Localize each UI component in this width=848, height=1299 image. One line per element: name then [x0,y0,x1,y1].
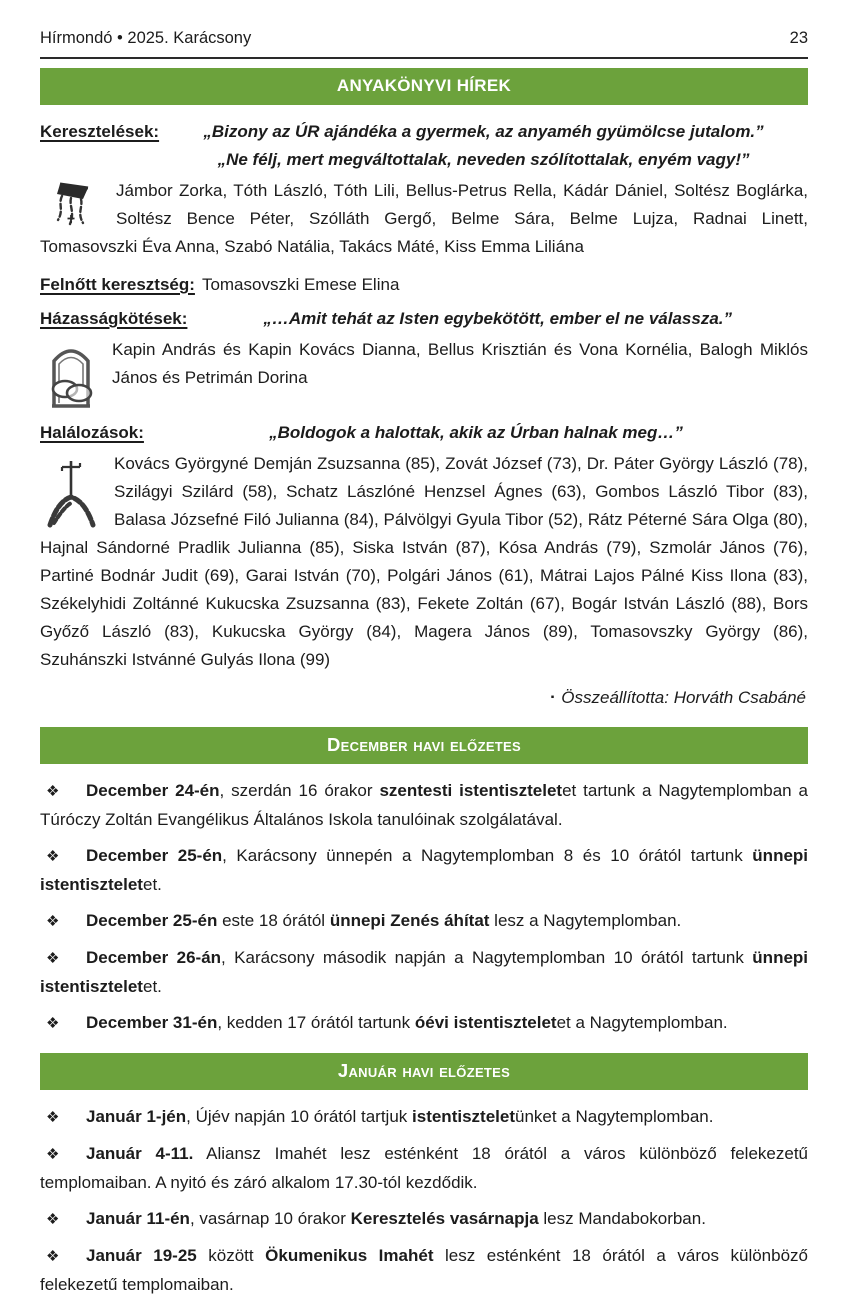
compiler-line [40,684,806,712]
page-header [40,24,808,59]
january-item-4 [40,1242,808,1299]
item-bold: óévi istentisztelet [414,1013,557,1032]
item-text: lesz esténként 18 órától a város különböző felekezetű templomaiban. [40,1246,808,1294]
item-text: , Karácsony második napján a Nagytemplomban 10 órától tartunk [221,948,753,967]
banner-anyakonyvi-hirek: ANYAKÖNYVI HÍREK [40,68,808,105]
item-date: December 31-én [86,1013,218,1032]
item-date: Január 1-jén [86,1107,187,1126]
item-date: December 25-én [86,911,218,930]
item-date: Január 4-11. [86,1144,194,1163]
diamond-bullet-icon: ❖ [46,848,60,865]
january-item-3 [40,1205,808,1234]
item-text: et tartunk a Nagytemplomban a Túróczy Zoltán Evangélikus Általános Iskola tanulóinak szolgálatával. [40,781,808,829]
item-bold: Ökumenikus Imahét [265,1246,434,1265]
item-text: Aliansz Imahét lesz esténként 18 órától a város különböző felekezetű templomaiban. A nyitó és záró alkalom 17.30-tól kezdődik. [40,1144,809,1192]
diamond-bullet-icon: ❖ [46,1211,60,1228]
baptisms-names: Jámbor Zorka, Tóth László, Tóth Lili, Bellus-Petrus Rella, Kádár Dániel, Soltész Boglárka, Soltész Bence Péter, Szólláth Gergő, Belme Sára, Belme Lujza, Radnai Linett, Tomasovszki Éva Anna, Szabó Natália, Takács Máté, Kiss Emma Liliána [40,181,808,256]
deaths-names: Kovács Györgyné Demján Zsuzsanna (85), Zovát József (73), Dr. Páter György László (78), Szilágyi Szilárd (58), Schatz Lászlóné Henzsel Ágnes (63), Gombos László Tibor (83), Balasa Józsefné Filó Julianna (84), Pálvölgyi Gyula Tibor (52), Rátz Péterné Sára Olga (80), Hajnal Sándorné Pradlik Julianna (85), Siska István (87), Kósa András (79), Szmolár János (76), Partiné Bodnár Judit (69), Garai István (70), Polgári János (61), Mátrai Lajos Pálné Kiss Ilona (83), Székelyhidi Zoltánné Kukucska Zsuzsanna (83), Fekete Zoltán (67), Bogár István László (88), Bors Győző László (83), Kukucska György (84), Magera János (89), Tomasovszky György (86), Szuhánszki Istvánné Gulyás Ilona (99) [40,454,808,669]
baptisms-quote-line2: „Ne félj, mert megváltottalak, neveden szólítottalak, enyém vagy!” [217,150,750,169]
item-text: et. [142,977,162,996]
item-text: , kedden 17 órától tartunk [217,1013,415,1032]
marriages-header-row [40,305,808,333]
diamond-bullet-icon: ❖ [46,913,60,930]
adult-baptism-label: Felnőtt keresztség: [40,275,195,294]
item-bold: szentesti istentisztelet [379,781,563,800]
wedding-arch-rings-icon [44,339,98,409]
diamond-bullet-icon: ❖ [46,950,60,967]
adult-baptism-names: Tomasovszki Emese Elina [201,275,400,294]
compiler-text: Összeállította: Horváth Csabáné [561,688,806,707]
baptisms-header-row [40,118,808,174]
marriages-label: Házasságkötések: [40,309,188,328]
item-bold: ünnepi istentisztelet [40,948,809,996]
december-item-5 [40,1009,808,1038]
item-text: ünket a Nagytemplomban. [515,1107,714,1126]
item-text: lesz Mandabokorban. [538,1209,706,1228]
baptisms-quote-line1: „Bizony az ÚR ajándéka a gyermek, az anyaméh gyümölcse jutalom.” [203,122,764,141]
diamond-bullet-icon: ❖ [46,1146,60,1163]
december-item-4 [40,944,808,1001]
marriages-names: Kapin András és Kapin Kovács Dianna, Bellus Krisztián és Vona Kornélia, Balogh Miklós János és Petrimán Dorina [112,340,808,387]
header-title: Hírmondó • 2025. Karácsony [40,29,252,47]
item-text: et a Nagytemplomban. [556,1013,728,1032]
marriages-quote: „…Amit tehát az Isten egybekötött, ember el ne válassza.” [263,309,732,328]
item-text: , vasárnap 10 órakor [189,1209,351,1228]
item-text: , Karácsony ünnepén a Nagytemplomban 8 és 10 órától tartunk [222,846,753,865]
diamond-bullet-icon: ❖ [46,1109,60,1126]
item-date: December 25-én [86,846,223,865]
diamond-bullet-icon: ❖ [46,1015,60,1032]
item-date: December 26-án [86,948,222,967]
item-text: et. [142,875,162,894]
diamond-bullet-icon: ❖ [46,1248,60,1265]
december-item-2 [40,842,808,899]
january-item-2 [40,1140,808,1197]
deaths-label: Halálozások: [40,423,144,442]
item-text: , Újév napján 10 órától tartjuk [186,1107,413,1126]
item-bold: Keresztelés vasárnapja [350,1209,539,1228]
item-text: lesz a Nagytemplomban. [489,911,682,930]
item-text: , szerdán 16 órakor [219,781,380,800]
diamond-bullet-icon: ❖ [46,783,60,800]
adult-baptism-row [40,271,808,299]
january-item-1 [40,1103,808,1132]
baptisms-quote [159,118,808,174]
item-text: este 18 órától [217,911,330,930]
item-text: között [196,1246,266,1265]
page-number: 23 [789,29,808,47]
december-item-1 [40,777,808,834]
deaths-quote: „Boldogok a halottak, akik az Úrban halnak meg…” [269,423,683,442]
baptisms-names-paragraph [40,177,808,261]
baptism-pitcher-icon [44,180,102,228]
marriages-names-paragraph [40,336,808,409]
item-bold: ünnepi istentisztelet [40,846,809,894]
grave-cross-icon [44,453,100,529]
deaths-names-paragraph [40,450,808,674]
item-bold: ünnepi Zenés áhítat [329,911,490,930]
item-date: December 24-én [86,781,220,800]
december-item-3 [40,907,808,936]
square-bullet-icon: ▪ [550,692,555,703]
item-date: Január 11-én [86,1209,190,1228]
item-bold: istentisztelet [412,1107,515,1126]
banner-januar-havi-elozetes: Január havi előzetes [40,1053,808,1090]
item-date: Január 19-25 [86,1246,197,1265]
deaths-header-row [40,419,808,447]
banner-december-havi-elozetes: December havi előzetes [40,727,808,764]
baptisms-label: Keresztelések: [40,122,160,141]
